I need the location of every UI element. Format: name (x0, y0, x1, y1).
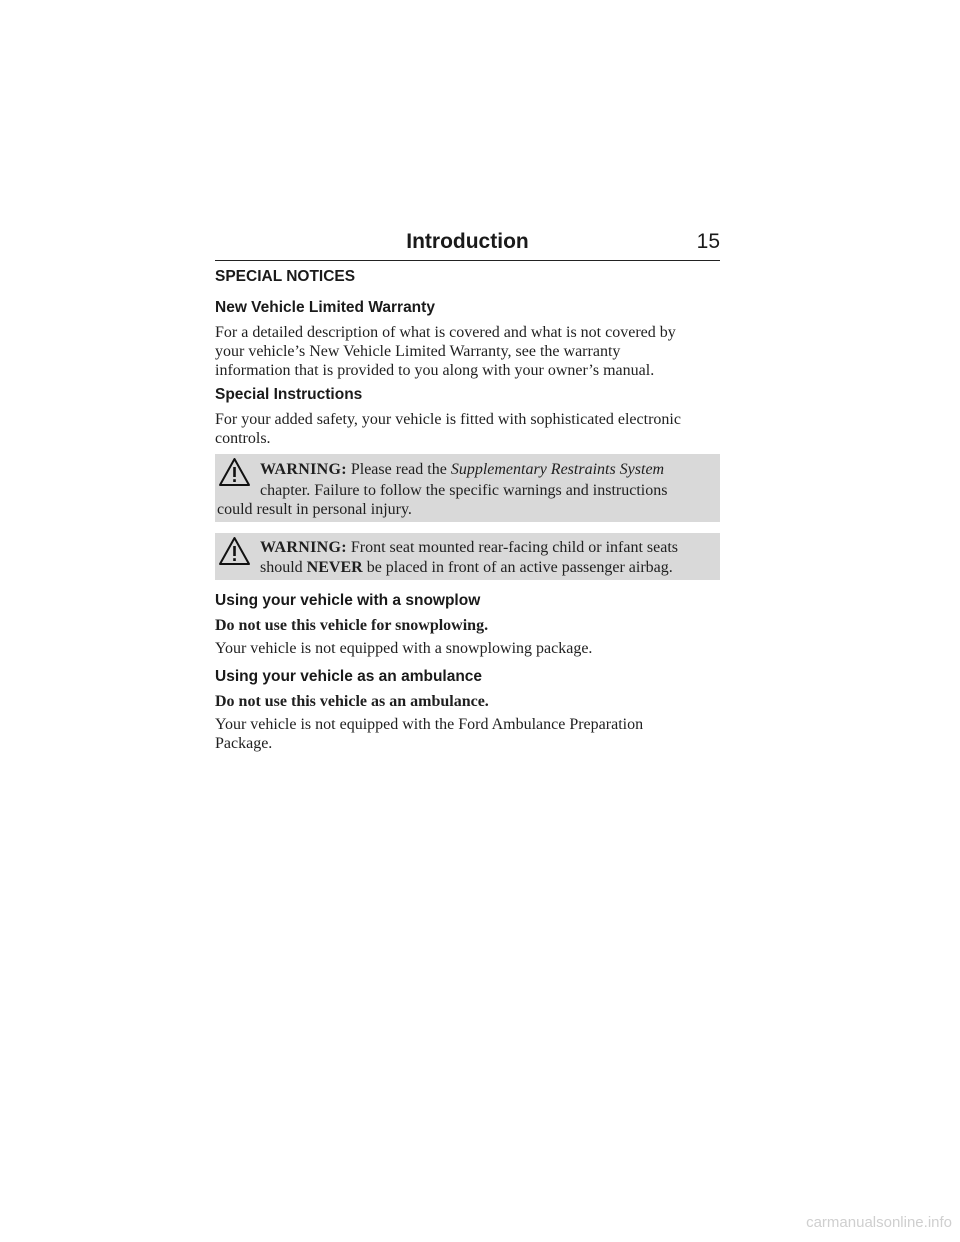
paragraph-line: controls. (215, 430, 271, 447)
warning-text: be placed in front of an active passenger airbag. (366, 559, 673, 576)
warning-line (260, 559, 673, 577)
paragraph-line: For your added safety, your vehicle is fitted with sophisticated electronic (215, 411, 681, 428)
warning-triangle-icon (218, 457, 251, 487)
warning-box-child-seat (215, 533, 720, 580)
page-number: 15 (696, 230, 720, 253)
heading-special-instructions: Special Instructions (215, 386, 363, 403)
page-title: Introduction (406, 230, 529, 253)
warning-line (260, 461, 664, 479)
warning-label: WARNING: (260, 539, 347, 556)
paragraph-ambulance-bold: Do not use this vehicle as an ambulance. (215, 693, 489, 710)
paragraph-snowplow: Your vehicle is not equipped with a snowplowing package. (215, 640, 593, 657)
warning-strong: NEVER (306, 559, 363, 576)
paragraph-line: Your vehicle is not equipped with the Ford Ambulance Preparation (215, 716, 644, 733)
paragraph-line: For a detailed description of what is covered and what is not covered by (215, 324, 676, 341)
section-heading-special-notices: SPECIAL NOTICES (215, 268, 356, 285)
warning-text: Front seat mounted rear-facing child or infant seats (350, 539, 678, 556)
heading-warranty: New Vehicle Limited Warranty (215, 299, 435, 316)
paragraph-warranty (215, 323, 720, 380)
paragraph-line: information that is provided to you along with your owner’s manual. (215, 362, 655, 379)
warning-label: WARNING: (260, 461, 347, 478)
watermark: carmanualsonline.info (806, 1214, 952, 1231)
warning-line: could result in personal injury. (217, 501, 412, 518)
warning-text: Please read the (350, 461, 447, 478)
paragraph-snowplow-bold: Do not use this vehicle for snowplowing. (215, 617, 489, 634)
heading-ambulance: Using your vehicle as an ambulance (215, 668, 483, 685)
warning-text: should (260, 559, 303, 576)
paragraph-special-instructions (215, 410, 720, 448)
paragraph-ambulance (215, 715, 720, 753)
warning-box-restraints (215, 454, 720, 522)
warning-triangle-icon (218, 536, 251, 566)
page-header (215, 229, 720, 261)
warning-line (260, 539, 678, 557)
paragraph-line: Package. (215, 735, 273, 752)
warning-line: chapter. Failure to follow the specific warnings and instructions (260, 482, 668, 499)
paragraph-line: your vehicle’s New Vehicle Limited Warranty, see the warranty (215, 343, 621, 360)
heading-snowplow: Using your vehicle with a snowplow (215, 592, 481, 609)
warning-emphasis: Supplementary Restraints System (450, 461, 665, 478)
